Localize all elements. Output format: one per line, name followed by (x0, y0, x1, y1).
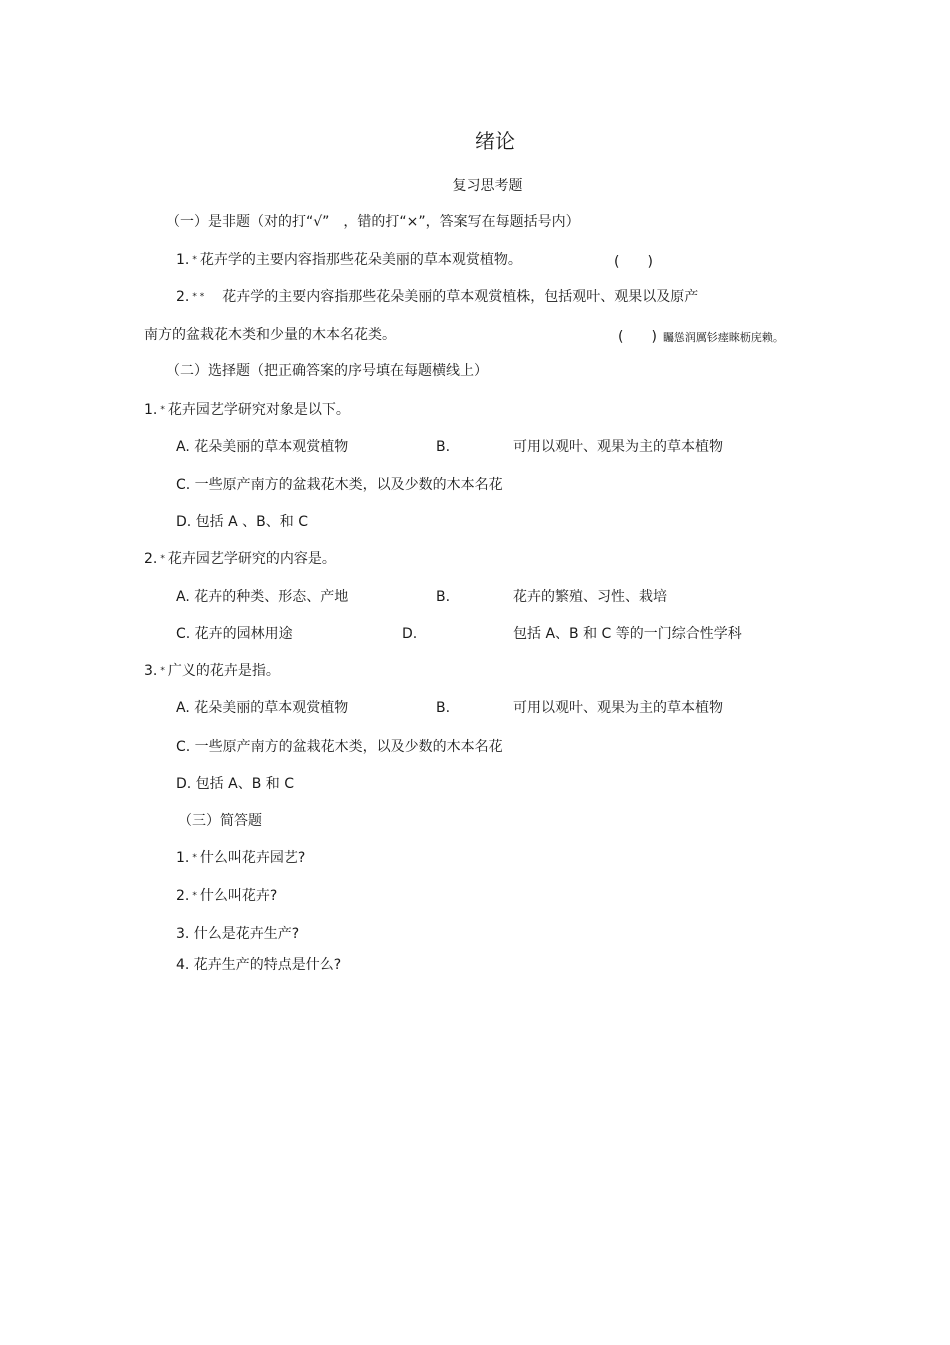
question-text: 花卉园艺学研究的内容是。 (167, 551, 336, 567)
question-number: 3. (144, 663, 158, 679)
tf-question-2 (176, 288, 698, 306)
star-marker: * (192, 853, 197, 863)
option-b-text: 可用以观叶、观果为主的草本植物 (513, 439, 723, 455)
option-a: A. 花朵美丽的草本观赏植物 (176, 439, 349, 455)
tf-question-2-answer (618, 326, 784, 346)
option-c: C. 一些原产南方的盆栽花木类，以及少数的木本名花 (176, 477, 503, 493)
section1-heading: （一）是非题（对的打“√” ，错的打“×”，答案写在每题括号内） (166, 214, 580, 230)
question-number: 1. (176, 850, 190, 866)
option-b-label: B. (436, 700, 451, 716)
star-marker: * (160, 666, 165, 676)
short-question-1 (176, 849, 305, 867)
question-text: 什么叫花卉? (199, 888, 278, 904)
option-d-label: D. (402, 626, 418, 642)
star-marker: * (160, 554, 165, 564)
short-question-2 (176, 887, 277, 905)
section3-heading: （三）简答题 (178, 813, 262, 829)
question-text: 花卉学的主要内容指那些花朵美丽的草本观赏植株，包括观叶、观果以及原产 (222, 289, 699, 305)
option-a: A. 花卉的种类、形态、产地 (176, 589, 349, 605)
tf-question-2-continued: 南方的盆栽花木类和少量的木本名花类。 (144, 327, 396, 343)
question-text: 广义的花卉是指。 (167, 663, 280, 679)
question-number: 2. (176, 289, 190, 305)
question-text: 什么叫花卉园艺? (199, 850, 306, 866)
mc-question-2 (144, 550, 336, 568)
option-b-label: B. (436, 439, 451, 455)
star-marker: * * (192, 292, 205, 302)
option-b-text: 可用以观叶、观果为主的草本植物 (513, 700, 723, 716)
star-marker: * (192, 255, 197, 265)
option-d: D. 包括 A 、B、和 C (176, 514, 308, 530)
question-number: 1. (144, 402, 158, 418)
garbled-text: 矚慫润厲钐瘗睞枥庑赖。 (662, 331, 784, 344)
option-d-text: 包括 A、B 和 C 等的一门综合性学科 (513, 626, 742, 642)
tf-question-1 (176, 251, 522, 269)
option-c: C. 一些原产南方的盆栽花木类，以及少数的木本名花 (176, 739, 503, 755)
option-b-label: B. (436, 589, 451, 605)
question-number: 2. (176, 888, 190, 904)
option-d: D. 包括 A、B 和 C (176, 776, 294, 792)
question-number: 1. (176, 252, 190, 268)
section2-heading: （二）选择题（把正确答案的序号填在每题横线上） (166, 363, 488, 379)
answer-parentheses[interactable]: ( ) (614, 254, 653, 270)
mc-question-3 (144, 662, 280, 680)
question-number: 2. (144, 551, 158, 567)
question-text: 花卉园艺学研究对象是以下。 (167, 402, 350, 418)
mc-question-1 (144, 401, 350, 419)
star-marker: * (160, 405, 165, 415)
question-text: 花卉学的主要内容指那些花朵美丽的草本观赏植物。 (199, 252, 522, 268)
answer-parentheses[interactable]: ( ) (618, 329, 657, 345)
page-subtitle: 复习思考题 (452, 178, 523, 194)
option-c: C. 花卉的园林用途 (176, 626, 293, 642)
option-b-text: 花卉的繁殖、习性、栽培 (513, 589, 667, 605)
short-question-3: 3. 什么是花卉生产? (176, 926, 300, 942)
short-question-4: 4. 花卉生产的特点是什么? (176, 957, 342, 973)
star-marker: * (192, 891, 197, 901)
page-title: 绪论 (475, 129, 515, 153)
option-a: A. 花朵美丽的草本观赏植物 (176, 700, 349, 716)
